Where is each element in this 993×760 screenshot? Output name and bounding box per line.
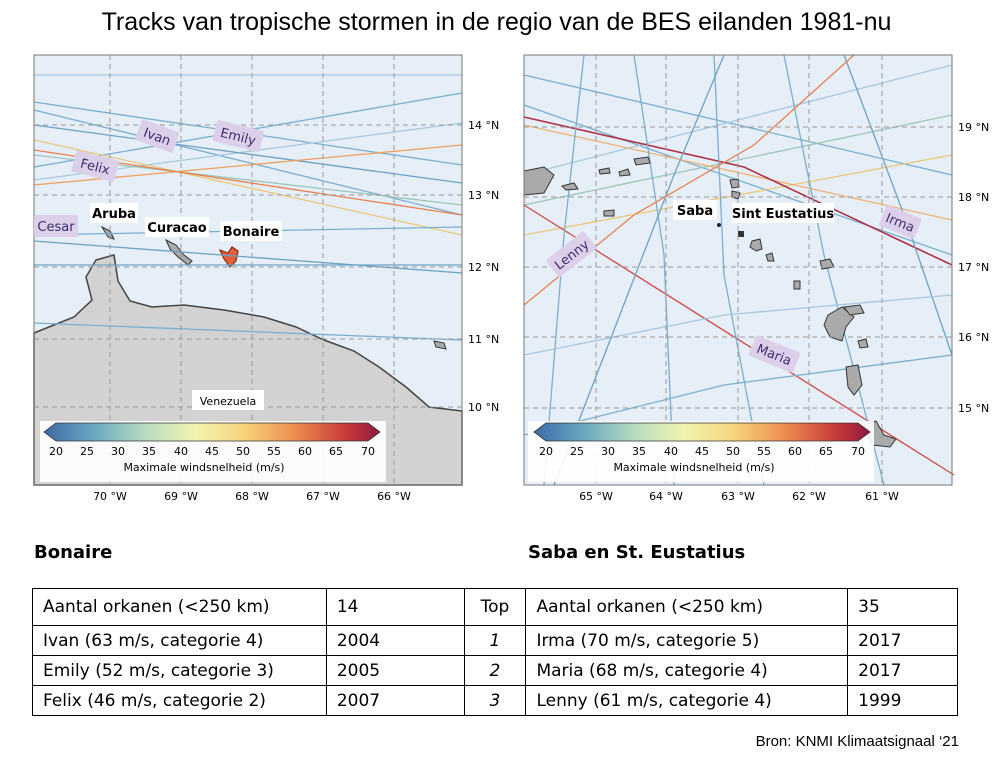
lon-tick: 70 °W: [93, 490, 127, 503]
svg-text:Cesar: Cesar: [37, 220, 75, 235]
lat-tick: 13 °N: [468, 189, 500, 202]
lon-tick: 62 °W: [792, 490, 826, 503]
place-label-venezuela: [192, 390, 264, 410]
table-cell: 2005: [326, 656, 464, 686]
svg-text:Ivan: Ivan: [141, 125, 173, 150]
place-label-saba: [673, 200, 717, 220]
table-cell: Irma (70 m/s, categorie 5): [526, 626, 848, 656]
colorbar-tick: 70: [851, 445, 865, 458]
colorbar-label: Maximale windsnelheid (m/s): [613, 461, 775, 474]
lat-ticks: [958, 121, 989, 415]
table-cell: 2004: [326, 626, 464, 656]
table-cell: Aantal orkanen (<250 km): [526, 589, 848, 626]
colorbar-label: Maximale windsnelheid (m/s): [123, 461, 285, 474]
island: [732, 191, 740, 199]
colorbar: [528, 421, 874, 482]
storm-label-cesar: [34, 215, 78, 237]
colorbar-tick: 60: [298, 445, 312, 458]
colorbar-tick: 65: [819, 445, 833, 458]
table-row: [33, 656, 958, 686]
table-row: [33, 626, 958, 656]
place-label-aruba: [90, 203, 138, 223]
colorbar-tick: 40: [174, 445, 188, 458]
lat-tick: 14 °N: [468, 119, 500, 132]
svg-text:Maria: Maria: [754, 341, 794, 370]
lon-tick: 65 °W: [579, 490, 613, 503]
table-header-row: [33, 589, 958, 626]
place-label-sint-eustatius: [732, 203, 835, 223]
lat-ticks: [468, 119, 499, 414]
island: [634, 157, 650, 165]
lat-tick: 15 °N: [958, 402, 990, 415]
lon-tick: 63 °W: [721, 490, 755, 503]
colorbar-tick: 20: [49, 445, 63, 458]
lon-tick: 69 °W: [164, 490, 198, 503]
table-cell: 2007: [326, 686, 464, 716]
lat-tick: 11 °N: [468, 333, 500, 346]
svg-text:Felix: Felix: [78, 156, 112, 179]
table-cell: 1999: [848, 686, 958, 716]
lon-tick: 67 °W: [306, 490, 340, 503]
table-cell: 35: [848, 589, 958, 626]
source-note: Bron: KNMI Klimaatsignaal ‘21: [755, 733, 959, 750]
lon-tick: 66 °W: [377, 490, 411, 503]
lon-ticks: [579, 490, 899, 503]
colorbar-tick: 50: [236, 445, 250, 458]
colorbar-tick: 65: [329, 445, 343, 458]
figure-title: Tracks van tropische stormen in de regio van de BES eilanden 1981-nu: [101, 8, 892, 36]
lat-tick: 10 °N: [468, 401, 500, 414]
table-cell: Aantal orkanen (<250 km): [33, 589, 327, 626]
hurricane-table: [32, 588, 958, 716]
svg-text:Irma: Irma: [883, 210, 917, 236]
colorbar-tick: 60: [788, 445, 802, 458]
lon-tick: 61 °W: [865, 490, 899, 503]
sint-eustatius-island: [738, 231, 744, 237]
colorbar-tick: 70: [361, 445, 375, 458]
island: [858, 339, 868, 348]
table-cell: Lenny (61 m/s, categorie 4): [526, 686, 848, 716]
place-label-bonaire: [220, 221, 282, 241]
table-row: [33, 686, 958, 716]
saba-section-title: Saba en St. Eustatius: [528, 542, 746, 563]
colorbar-tick: 50: [726, 445, 740, 458]
saba-eustatius-map: [524, 55, 990, 515]
island: [766, 253, 774, 261]
svg-text:Curacao: Curacao: [147, 221, 207, 236]
saba-island: [717, 223, 721, 227]
colorbar: [40, 421, 386, 482]
colorbar-tick: 30: [601, 445, 615, 458]
table-cell: Ivan (63 m/s, categorie 4): [33, 626, 327, 656]
table-cell: 3: [464, 686, 526, 716]
colorbar-tick: 25: [80, 445, 94, 458]
colorbar-tick: 40: [664, 445, 678, 458]
colorbar-tick: 35: [632, 445, 646, 458]
place-label-curacao: [145, 217, 209, 237]
lon-tick: 68 °W: [235, 490, 269, 503]
table-cell: 2: [464, 656, 526, 686]
svg-text:Saba: Saba: [676, 204, 714, 219]
colorbar-tick: 45: [695, 445, 709, 458]
table-cell: 2017: [848, 626, 958, 656]
lon-ticks: [93, 490, 411, 503]
table-cell: Maria (68 m/s, categorie 4): [526, 656, 848, 686]
lat-tick: 19 °N: [958, 121, 990, 134]
svg-text:Bonaire: Bonaire: [222, 225, 280, 240]
bonaire-section-title: Bonaire: [34, 542, 113, 563]
lat-tick: 16 °N: [958, 331, 990, 344]
table-cell: Emily (52 m/s, categorie 3): [33, 656, 327, 686]
svg-text:Venezuela: Venezuela: [199, 395, 257, 408]
svg-text:Emily: Emily: [218, 125, 258, 150]
table-cell: Felix (46 m/s, categorie 2): [33, 686, 327, 716]
lon-tick: 64 °W: [649, 490, 683, 503]
table-cell: Top: [464, 589, 526, 626]
colorbar-tick: 45: [205, 445, 219, 458]
island: [794, 281, 800, 289]
svg-text:Aruba: Aruba: [92, 207, 136, 222]
island: [604, 210, 614, 216]
table-cell: 14: [326, 589, 464, 626]
table-cell: 1: [464, 626, 526, 656]
colorbar-tick: 35: [142, 445, 156, 458]
colorbar-tick: 20: [539, 445, 553, 458]
lat-tick: 18 °N: [958, 191, 990, 204]
colorbar-tick: 55: [757, 445, 771, 458]
table-cell: 2017: [848, 656, 958, 686]
lat-tick: 12 °N: [468, 261, 500, 274]
svg-text:Lenny: Lenny: [552, 237, 593, 274]
colorbar-tick: 55: [267, 445, 281, 458]
colorbar-tick: 25: [570, 445, 584, 458]
svg-text:Sint Eustatius: Sint Eustatius: [731, 207, 835, 222]
colorbar-tick: 30: [111, 445, 125, 458]
lat-tick: 17 °N: [958, 261, 990, 274]
bonaire-map: [34, 55, 504, 515]
